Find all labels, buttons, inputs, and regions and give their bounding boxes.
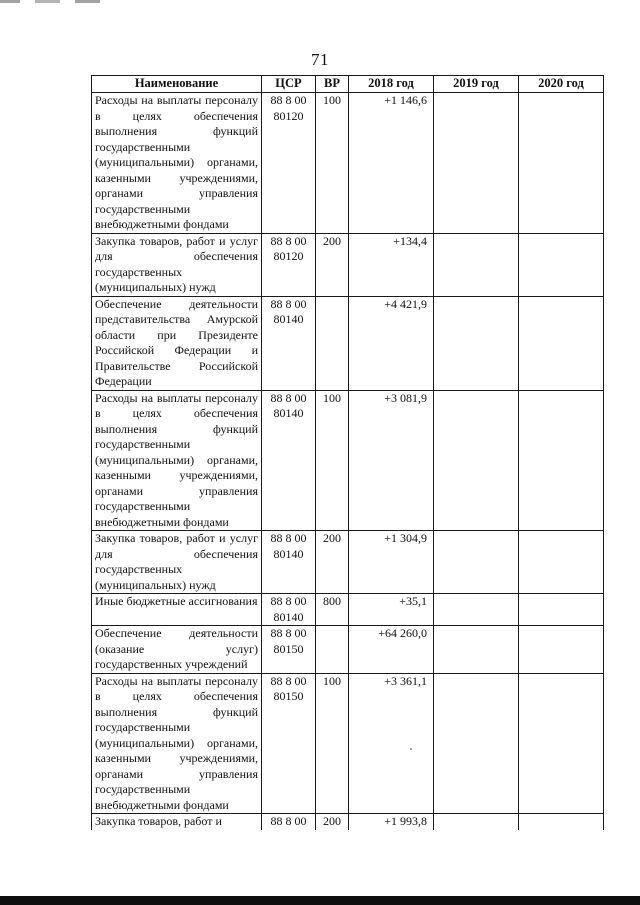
table-row (92, 626, 604, 674)
row-vr: 100 (316, 673, 349, 814)
row-csr: 88 8 00 80150 (262, 626, 316, 674)
row-2018: +1 146,6 (349, 93, 434, 234)
row-name: Расходы на выплаты персоналу в целях обеспечения выполнения функций государственными (муниципальными) органами, казенными учреждениями, органами управления государственными внебюджетными фондами (92, 673, 262, 814)
row-2019 (434, 296, 519, 390)
row-name: Закупка товаров, работ и (92, 814, 262, 830)
row-2019 (434, 673, 519, 814)
row-name: Закупка товаров, работ и услуг для обеспечения государственных (муниципальных) нужд (92, 233, 262, 296)
row-2020 (519, 594, 604, 626)
table-header-row (92, 76, 604, 93)
row-2018: +35,1 (349, 594, 434, 626)
row-vr: 200 (316, 814, 349, 830)
row-csr: 88 8 00 80120 (262, 93, 316, 234)
row-2020 (519, 626, 604, 674)
table-row (92, 390, 604, 531)
row-vr: 800 (316, 594, 349, 626)
row-name: Расходы на выплаты персоналу в целях обеспечения выполнения функций государственными (муниципальными) органами, казенными учреждениями, органами управления государственными внебюджетными фондами (92, 93, 262, 234)
row-vr: 200 (316, 233, 349, 296)
row-vr: 100 (316, 390, 349, 531)
row-2018: +3 081,9 (349, 390, 434, 531)
row-vr (316, 296, 349, 390)
row-name: Обеспечение деятельности представительства Амурской области при Президенте Российской Федерации и Правительстве Российской Федерации (92, 296, 262, 390)
row-2020 (519, 296, 604, 390)
row-2018: +1 304,9 (349, 531, 434, 594)
row-csr: 88 8 00 80140 (262, 531, 316, 594)
row-csr: 88 8 00 80140 (262, 594, 316, 626)
row-2019 (434, 531, 519, 594)
header-2019: 2019 год (434, 76, 519, 93)
row-2018: +4 421,9 (349, 296, 434, 390)
row-2018: +134,4 (349, 233, 434, 296)
row-2020 (519, 673, 604, 814)
row-2020 (519, 390, 604, 531)
table-row (92, 531, 604, 594)
row-name: Закупка товаров, работ и услуг для обеспечения государственных (муниципальных) нужд (92, 531, 262, 594)
row-2018: +3 361,1 (349, 673, 434, 814)
row-csr: 88 8 00 80150 (262, 673, 316, 814)
table-row (92, 296, 604, 390)
row-csr: 88 8 00 80140 (262, 296, 316, 390)
row-2019 (434, 93, 519, 234)
scan-speck (410, 748, 412, 750)
row-2020 (519, 531, 604, 594)
header-name: Наименование (92, 76, 262, 93)
page-number: 71 (311, 50, 329, 69)
row-csr: 88 8 00 80140 (262, 390, 316, 531)
scan-bottom-band (0, 896, 640, 905)
row-2020 (519, 233, 604, 296)
table-row (92, 233, 604, 296)
row-2019 (434, 390, 519, 531)
row-name: Иные бюджетные ассигнования (92, 594, 262, 626)
row-2019 (434, 233, 519, 296)
header-vr: ВР (316, 76, 349, 93)
row-2018: +64 260,0 (349, 626, 434, 674)
row-csr: 88 8 00 (262, 814, 316, 830)
row-name: Обеспечение деятельности (оказание услуг) государственных учреждений (92, 626, 262, 674)
table-row (92, 673, 604, 814)
header-2018: 2018 год (349, 76, 434, 93)
row-name: Расходы на выплаты персоналу в целях обеспечения выполнения функций государственными (муниципальными) органами, казенными учреждениями, органами управления государственными внебюджетными фондами (92, 390, 262, 531)
table-row (92, 594, 604, 626)
row-csr: 88 8 00 80120 (262, 233, 316, 296)
scan-edge-mark (0, 0, 100, 3)
row-2018: +1 993,8 (349, 814, 434, 830)
row-2019 (434, 814, 519, 830)
row-2020 (519, 814, 604, 830)
row-vr: 100 (316, 93, 349, 234)
row-vr: 200 (316, 531, 349, 594)
header-2020: 2020 год (519, 76, 604, 93)
row-2020 (519, 93, 604, 234)
table-row (92, 814, 604, 830)
row-2019 (434, 626, 519, 674)
row-vr (316, 626, 349, 674)
table-row (92, 93, 604, 234)
header-csr: ЦСР (262, 76, 316, 93)
row-2019 (434, 594, 519, 626)
budget-table (91, 75, 604, 830)
